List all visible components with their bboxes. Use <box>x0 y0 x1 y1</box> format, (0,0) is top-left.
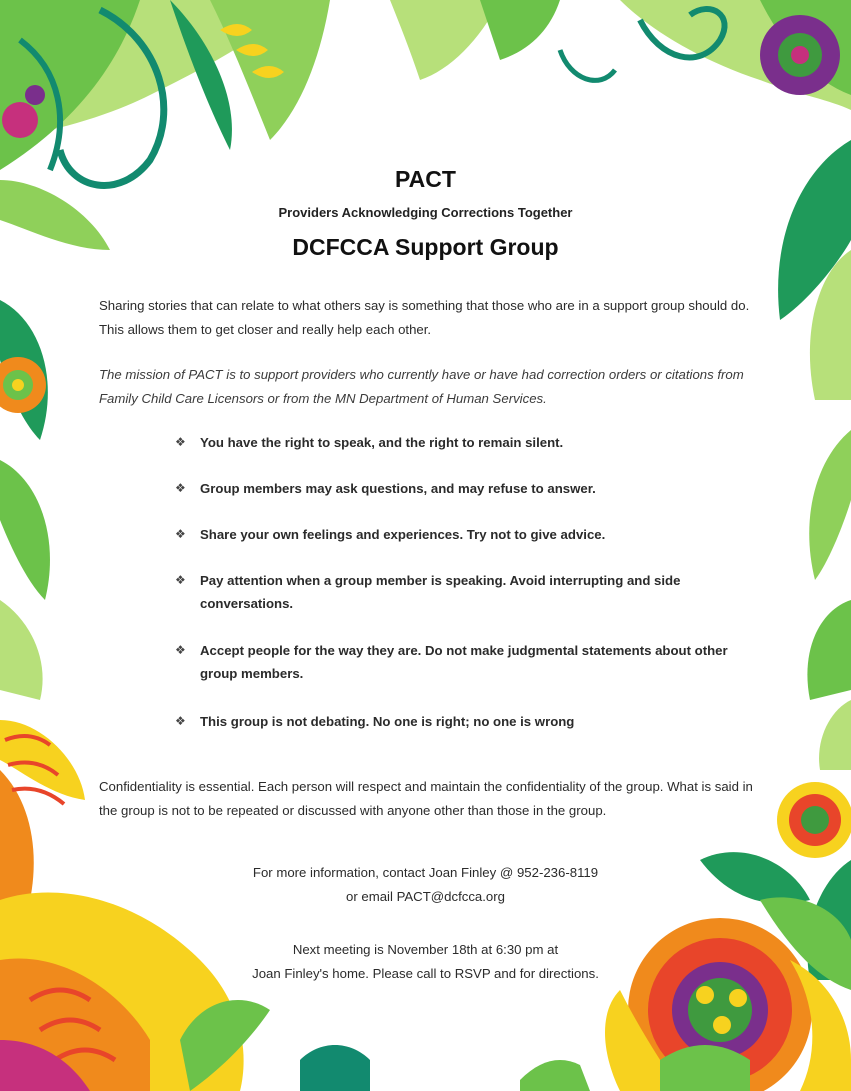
rule-text: You have the right to speak, and the right to remain silent. <box>200 435 564 450</box>
rule-item <box>175 710 735 733</box>
diamond-bullet-icon: ❖ <box>175 481 186 495</box>
diamond-bullet-icon: ❖ <box>175 435 186 449</box>
rule-text: Share your own feelings and experiences. Try not to give advice. <box>200 527 606 542</box>
rule-text: Accept people for the way they are. Do not make judgmental statements about other group members. <box>200 643 728 681</box>
rule-item <box>175 569 735 615</box>
rule-item <box>175 523 735 546</box>
rule-text: Pay attention when a group member is speaking. Avoid interrupting and side conversations. <box>200 573 681 611</box>
contact-email-line: or email PACT@dcfcca.org <box>346 889 505 904</box>
mission-statement: The mission of PACT is to support providers who currently have or have had correction orders or citations from Family Child Care Licensors or from the MN Department of Human Services. <box>99 367 744 406</box>
page-title: PACT <box>395 166 456 192</box>
group-title: DCFCCA Support Group <box>292 234 559 260</box>
confidentiality-paragraph: Confidentiality is essential. Each person will respect and maintain the confidentiality of the group. What is said in the group is not to be repeated or discussed with anyone other than those in the group. <box>99 779 753 818</box>
rule-text: This group is not debating. No one is right; no one is wrong <box>200 714 575 729</box>
rule-item <box>175 639 735 685</box>
intro-paragraph: Sharing stories that can relate to what others say is something that those who are in a support group should do. This allows them to get closer and really help each other. <box>99 298 750 337</box>
contact-line: For more information, contact Joan Finley @ 952-236-8119 <box>252 865 599 880</box>
next-meeting-details-line: Joan Finley's home. Please call to RSVP and for directions. <box>252 966 599 981</box>
rule-text: Group members may ask questions, and may refuse to answer. <box>200 481 596 496</box>
diamond-bullet-icon: ❖ <box>175 527 186 541</box>
page-subtitle: Providers Acknowledging Corrections Together <box>278 205 573 220</box>
next-meeting-line: Next meeting is November 18th at 6:30 pm at <box>292 942 559 957</box>
rule-item <box>175 477 735 500</box>
diamond-bullet-icon: ❖ <box>175 714 186 728</box>
rule-item <box>175 431 735 454</box>
diamond-bullet-icon: ❖ <box>175 643 186 657</box>
diamond-bullet-icon: ❖ <box>175 573 186 587</box>
